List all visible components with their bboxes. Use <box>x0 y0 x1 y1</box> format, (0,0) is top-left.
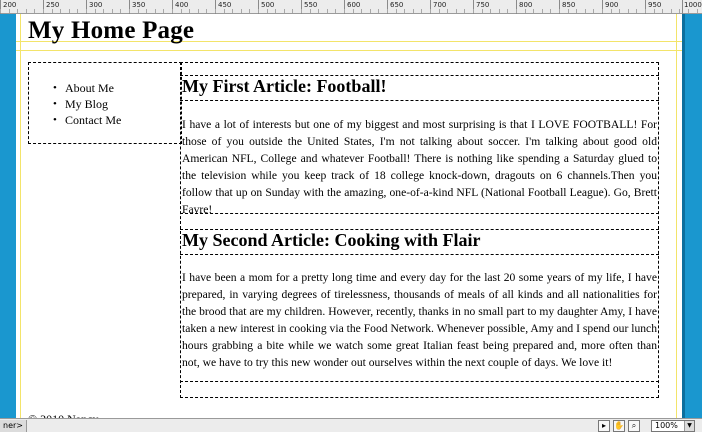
ruler-minor-tick <box>258 9 259 13</box>
ruler-minor-tick <box>628 9 629 13</box>
ruler-label: 850 <box>562 1 576 9</box>
ruler-minor-tick <box>163 9 164 13</box>
ruler-minor-tick <box>241 9 242 13</box>
ruler-minor-tick <box>34 9 35 13</box>
ruler-minor-tick <box>688 9 689 13</box>
page-background-left <box>0 14 16 418</box>
ruler-minor-tick <box>370 9 371 13</box>
horizontal-ruler <box>0 0 702 14</box>
ruler-minor-tick <box>396 9 397 13</box>
ruler-minor-tick <box>26 9 27 13</box>
article-1-body[interactable]: I have a lot of interests but one of my biggest and most surprising is that I LOVE FOOTBALL! For those of you outside the United States, I'm not talking about soccer. I'm talking about good old American NFL, College and whatever Football! There is nothing like spending a Saturday glued to the television while you keep track of 18 college knock-down, dragouts on 6 channels.Then you follow that up on Sunday with the amazing, one-of-a-kind NFL (National Football League). Go, Brett Favre! <box>182 118 657 216</box>
article-divider <box>180 213 659 214</box>
ruler-minor-tick <box>413 9 414 13</box>
ruler-minor-tick <box>17 9 18 13</box>
ruler-minor-tick <box>464 9 465 13</box>
ruler-label: 700 <box>433 1 447 9</box>
ruler-label: 600 <box>347 1 361 9</box>
ruler-label: 1000 <box>684 1 702 9</box>
layout-guide <box>16 50 682 51</box>
article-1-title[interactable]: My First Article: Football! <box>182 76 387 96</box>
zoom-select[interactable] <box>651 420 695 432</box>
ruler-minor-tick <box>516 9 517 13</box>
ruler-minor-tick <box>378 9 379 13</box>
ruler-label: 500 <box>261 1 275 9</box>
layout-guide <box>20 14 21 418</box>
tag-selector[interactable]: ner> <box>0 420 27 432</box>
ruler-minor-tick <box>576 9 577 13</box>
ruler-minor-tick <box>482 9 483 13</box>
ruler-minor-tick <box>499 9 500 13</box>
ruler-minor-tick <box>335 9 336 13</box>
ruler-minor-tick <box>301 9 302 13</box>
article-2-title[interactable]: My Second Article: Cooking with Flair <box>182 230 481 250</box>
ruler-label: 400 <box>175 1 189 9</box>
ruler-minor-tick <box>77 9 78 13</box>
ruler-minor-tick <box>69 9 70 13</box>
ruler-minor-tick <box>172 9 173 13</box>
chevron-down-icon: ▼ <box>684 421 694 431</box>
ruler-minor-tick <box>9 9 10 13</box>
zoom-value: 100% <box>655 421 678 430</box>
ruler-minor-tick <box>404 9 405 13</box>
ruler-label: 250 <box>46 1 60 9</box>
select-tool-icon[interactable]: ▸ <box>598 420 610 432</box>
ruler-minor-tick <box>146 9 147 13</box>
ruler-minor-tick <box>645 9 646 13</box>
ruler-label: 800 <box>519 1 533 9</box>
ruler-label: 350 <box>132 1 146 9</box>
page-title[interactable]: My Home Page <box>28 17 195 44</box>
ruler-minor-tick <box>361 9 362 13</box>
ruler-minor-tick <box>585 9 586 13</box>
ruler-minor-tick <box>568 9 569 13</box>
ruler-minor-tick <box>327 9 328 13</box>
ruler-minor-tick <box>232 9 233 13</box>
ruler-minor-tick <box>43 9 44 13</box>
ruler-minor-tick <box>0 9 1 13</box>
ruler-label: 550 <box>304 1 318 9</box>
ruler-minor-tick <box>421 9 422 13</box>
ruler-minor-tick <box>447 9 448 13</box>
ruler-tick <box>682 0 702 14</box>
ruler-label: 950 <box>648 1 662 9</box>
ruler-label: 750 <box>476 1 490 9</box>
ruler-minor-tick <box>267 9 268 13</box>
nav-sidebar[interactable] <box>28 62 182 144</box>
ruler-label: 200 <box>3 1 17 9</box>
ruler-minor-tick <box>559 9 560 13</box>
ruler-minor-tick <box>533 9 534 13</box>
ruler-minor-tick <box>430 9 431 13</box>
ruler-minor-tick <box>636 9 637 13</box>
ruler-minor-tick <box>697 9 698 13</box>
hand-tool-icon[interactable]: ✋ <box>614 421 624 430</box>
ruler-minor-tick <box>249 9 250 13</box>
ruler-minor-tick <box>473 9 474 13</box>
ruler-minor-tick <box>215 9 216 13</box>
ruler-minor-tick <box>112 9 113 13</box>
ruler-minor-tick <box>490 9 491 13</box>
ruler-minor-tick <box>155 9 156 13</box>
ruler-minor-tick <box>181 9 182 13</box>
ruler-minor-tick <box>292 9 293 13</box>
ruler-label: 900 <box>605 1 619 9</box>
ruler-minor-tick <box>593 9 594 13</box>
ruler-minor-tick <box>198 9 199 13</box>
ruler-minor-tick <box>129 9 130 13</box>
ruler-minor-tick <box>654 9 655 13</box>
ruler-minor-tick <box>310 9 311 13</box>
layout-guide <box>676 14 677 418</box>
ruler-minor-tick <box>344 9 345 13</box>
ruler-minor-tick <box>86 9 87 13</box>
ruler-minor-tick <box>542 9 543 13</box>
ruler-minor-tick <box>602 9 603 13</box>
ruler-minor-tick <box>550 9 551 13</box>
ruler-minor-tick <box>318 9 319 13</box>
nav-item-my-blog[interactable]: • My Blog <box>53 96 121 112</box>
ruler-minor-tick <box>387 9 388 13</box>
page-background-right <box>682 14 702 418</box>
ruler-minor-tick <box>103 9 104 13</box>
ruler-minor-tick <box>353 9 354 13</box>
ruler-minor-tick <box>60 9 61 13</box>
ruler-label: 650 <box>390 1 404 9</box>
ruler-minor-tick <box>619 9 620 13</box>
ruler-minor-tick <box>95 9 96 13</box>
ruler-minor-tick <box>611 9 612 13</box>
ruler-minor-tick <box>52 9 53 13</box>
nav-item-about-me[interactable]: • About Me <box>53 80 121 96</box>
ruler-minor-tick <box>138 9 139 13</box>
ruler-minor-tick <box>206 9 207 13</box>
nav-item-contact-me[interactable]: • Contact Me <box>53 112 121 128</box>
design-canvas[interactable] <box>16 14 682 418</box>
ruler-minor-tick <box>224 9 225 13</box>
ruler-minor-tick <box>120 9 121 13</box>
ruler-minor-tick <box>671 9 672 13</box>
ruler-minor-tick <box>284 9 285 13</box>
ruler-minor-tick <box>507 9 508 13</box>
ruler-label: 450 <box>218 1 232 9</box>
ruler-minor-tick <box>189 9 190 13</box>
ruler-label: 300 <box>89 1 103 9</box>
status-bar <box>0 418 702 432</box>
ruler-minor-tick <box>662 9 663 13</box>
article-divider <box>180 381 659 382</box>
ruler-minor-tick <box>679 9 680 13</box>
nav-list <box>53 80 121 128</box>
ruler-minor-tick <box>456 9 457 13</box>
ruler-minor-tick <box>525 9 526 13</box>
article-2-body[interactable]: I have been a mom for a pretty long time and every day for the last 20 some years of my life, I have prepared, in varying degrees of tirelessness, thousands of meals of all kinds and all nationalities for the brood that are my children. However, recently, thanks in no small part to my daughter Amy, I have taken a new interest in cooking via the Food Network. Whenever possible, Amy and I spend our lunch hours grabbing a bite while we watch some great Italian feast being prepared and, more often than not, we have to try this new wonder out ourselves within the next couple of days. We love it! <box>182 271 657 369</box>
zoom-tool-icon[interactable]: ⌕ <box>628 420 640 432</box>
ruler-minor-tick <box>439 9 440 13</box>
ruler-minor-tick <box>275 9 276 13</box>
